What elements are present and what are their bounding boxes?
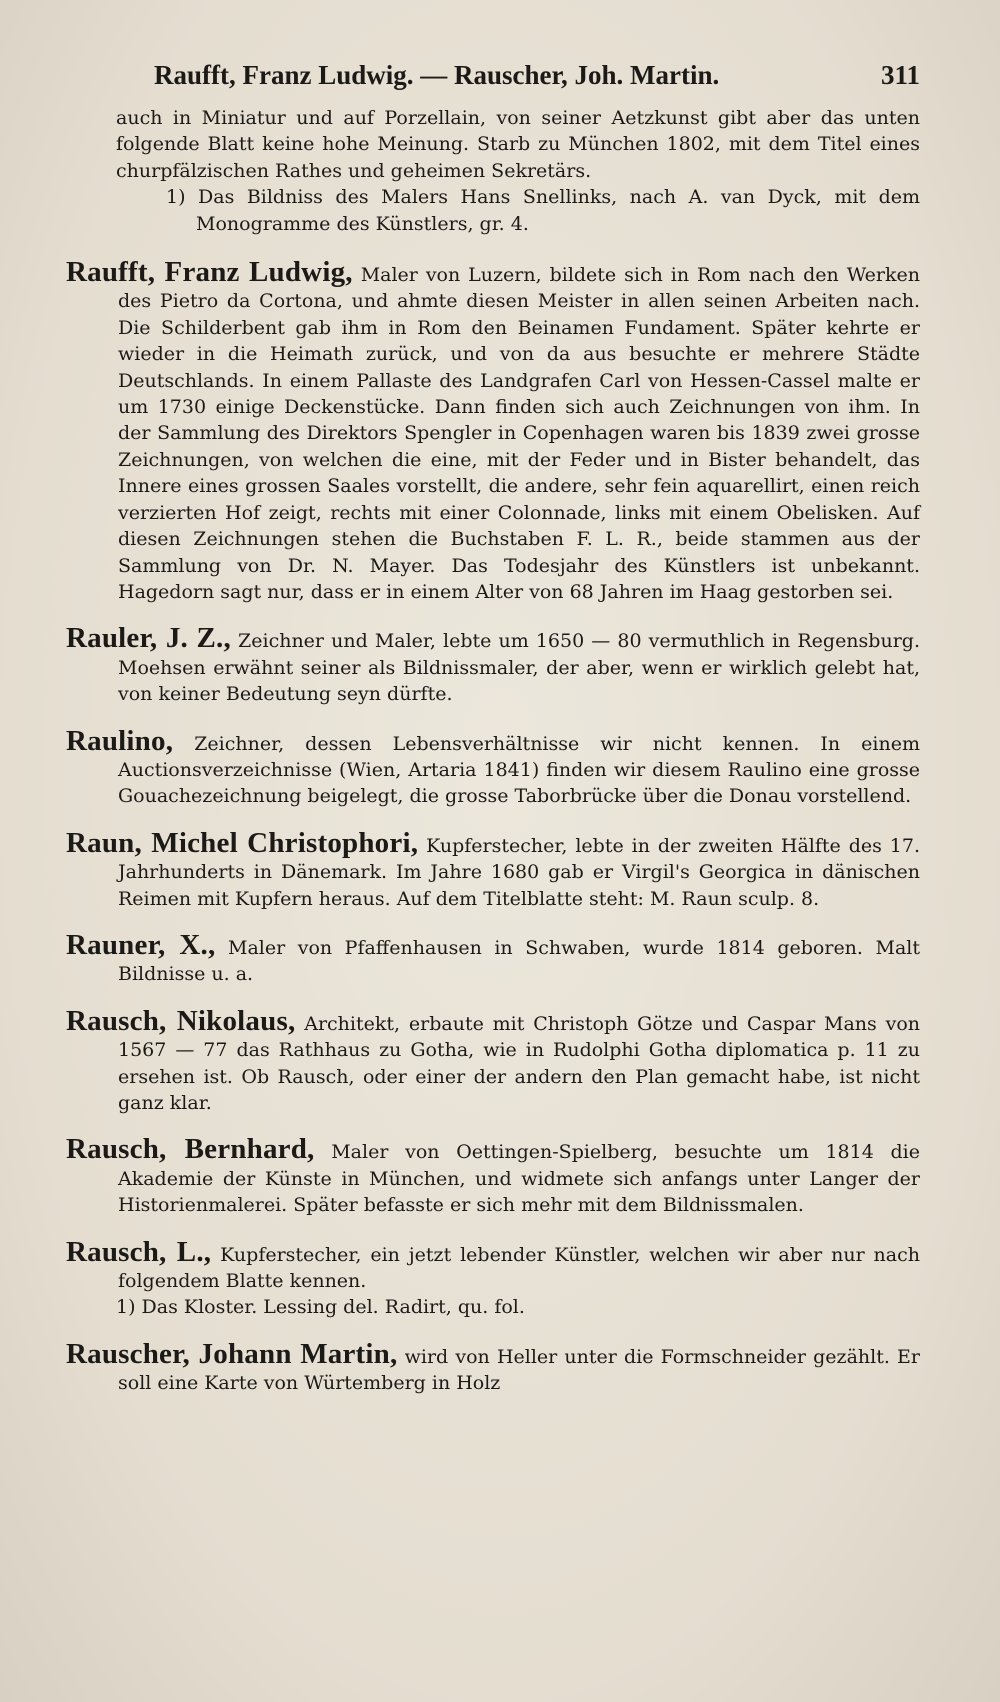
page-body [66,105,920,1397]
entry-rauner [66,928,920,988]
entry-name: Raulino, [66,724,174,757]
entry-text: wird von Heller unter die Formschneider gezählt. Er soll eine Karte von Würtemberg in Holz [118,1345,920,1395]
entry-name: Rausch, Nikolaus, [66,1004,296,1037]
entry-text: Maler von Oettingen-Spielberg, besuchte um 1814 die Akademie der Künste in München, und widmete sich anfangs unter Langer der Historienmalerei. Später befasste er sich mehr mit dem Bildnissmalen. [118,1141,920,1217]
entry-raulino [66,724,920,810]
continuation-text: auch in Miniatur und auf Porzellain, von seiner Aetzkunst gibt aber das unten folgende Blatt keine hohe Meinung. Starb zu München 1802, mit dem Titel eines churpfälzischen Rathes und geheimen Sekretärs. [116,107,920,182]
continuation-paragraph [66,105,920,237]
entry-name: Rausch, Bernhard, [66,1133,315,1166]
entry-rausch-l [66,1235,920,1321]
entry-rauler [66,622,920,707]
entry-text: Kupferstecher, ein jetzt lebender Künstler, welchen wir aber nur nach folgendem Blatte kennen. [118,1243,920,1293]
entry-text: Maler von Pfaffenhausen in Schwaben, wurde 1814 geboren. Malt Bildnisse u. a. [118,936,920,986]
list-item: 1) Das Kloster. Lessing del. Radirt, qu. fol. [116,1296,525,1319]
entry-name: Raun, Michel Christophori, [66,826,419,859]
running-title: Raufft, Franz Ludwig. — Rauscher, Joh. Martin. [154,60,720,90]
page-number: 311 [880,60,920,90]
entry-name: Rauscher, Johann Martin, [66,1337,398,1370]
entry-name: Rauner, X., [66,928,216,961]
entry-text: Zeichner und Maler, lebte um 1650 — 80 vermuthlich in Regensburg. Moehsen erwähnt seiner als Bildnissmaler, der aber, wenn er wirklich gelebt hat, von keiner Bedeutung seyn dürfte. [118,630,920,706]
entry-text: Kupferstecher, lebte in der zweiten Hälfte des 17. Jahrhunderts in Dänemark. Im Jahre 1680 gab er Virgil's Georgica in dänischen Reimen mit Kupfern heraus. Auf dem Titelblatte steht: M. Raun sculp. 8. [118,834,921,910]
entry-rausch-bernhard [66,1133,920,1218]
entry-name: Rauler, J. Z., [66,622,231,655]
entry-rausch-nikolaus [66,1004,920,1117]
list-item: 1) Das Bildniss des Malers Hans Snellinks, nach A. van Dyck, mit dem Monogramme des Künstlers, gr. 4. [166,186,920,235]
running-head [154,60,920,91]
entry-text: Architekt, erbaute mit Christoph Götze und Caspar Mans von 1567 — 77 das Rathhaus zu Gotha, wie in Rudolphi Gotha diplomatica p. 11 zu ersehen ist. Ob Rausch, oder einer der andern den Plan gemacht habe, ist nicht ganz klar. [118,1012,920,1114]
entry-text: Zeichner, dessen Lebensverhältnisse wir nicht kennen. In einem Auctionsverzeichnisse (Wien, Artaria 1841) finden wir diesem Raulino eine grosse Gouachezeichnung beigelegt, die grosse Taborbrücke über die Donau vorstellend. [118,732,920,808]
entry-text: Maler von Luzern, bildete sich in Rom nach den Werken des Pietro da Cortona, und ahmte diesen Meister in allen seinen Arbeiten nach. Die Schilderbent gab ihm in Rom den Beinamen Fundament. Später kehrte er wieder in die Heimath zurück, und von da aus besuchte er mehrere Städte Deutschlands. In einem Pallaste des Landgrafen Carl von Hessen-Cassel malte er um 1730 einige Deckenstücke. Dann finden sich auch Zeichnungen von ihm. In der Sammlung des Direktors Spengler in Copenhagen waren bis 1839 zwei grosse Zeichnungen, von welchen die eine, mit der Feder und in Bister behandelt, das Innere eines grossen Saales vorstellt, die andere, sehr fein aquarellirt, einen reich verzierten Hof zeigt, rechts mit einer Colonnade, links mit einem Obelisken. Auf diesen Zeichnungen stehen die Buchstaben F. L. R., beide stammen aus der Sammlung von Dr. N. Mayer. Das Todesjahr des Künstlers ist unbekannt. Hagedorn sagt nur, dass er in einem Alter von 68 Jahren im Haag gestorben sei. [118,264,920,603]
entry-name: Rausch, L., [66,1235,212,1268]
entry-name: Raufft, Franz Ludwig, [66,256,353,289]
entry-raufft [66,256,920,605]
entry-rauscher [66,1337,920,1397]
entry-raun [66,826,921,912]
